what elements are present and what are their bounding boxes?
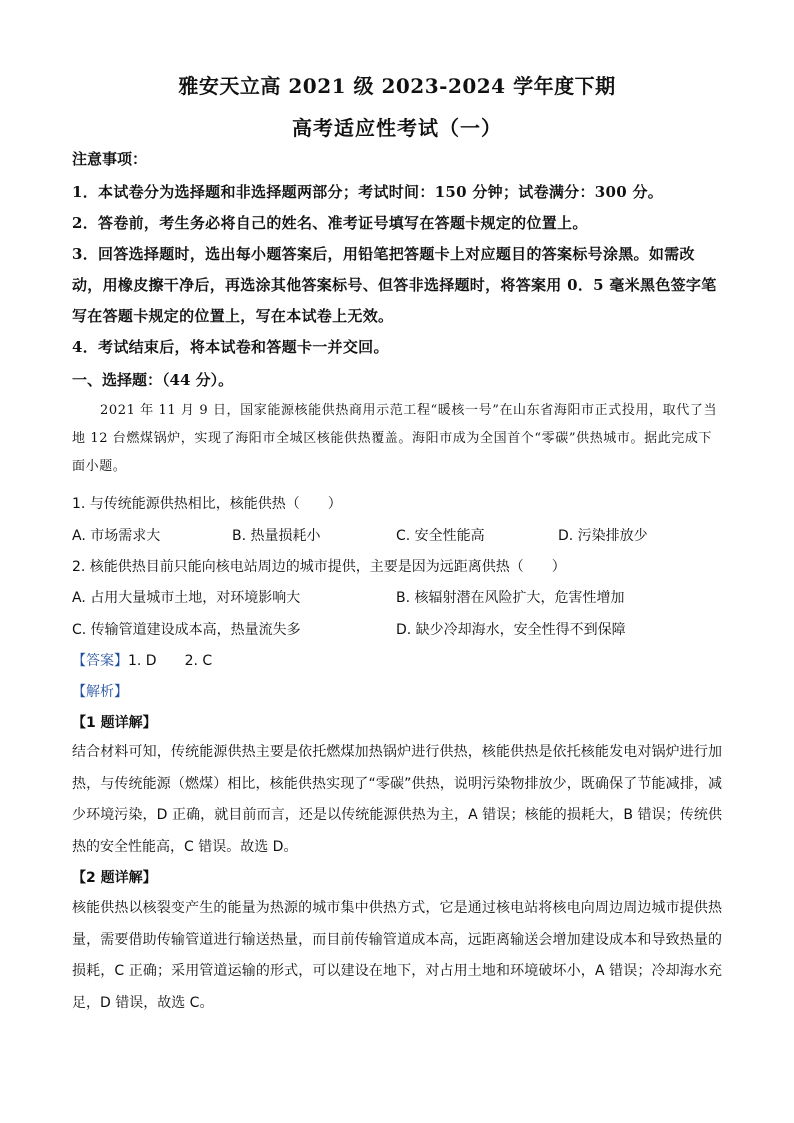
option-a: A. 占用大量城市土地，对环境影响大 [72,590,301,606]
answer-values: 1. D 2. C [128,653,213,669]
question-stem: 1. 与传统能源供热相比，核能供热（ ） [72,496,342,512]
exam-subtitle: 高考适应性考试（一） [292,116,502,140]
section-heading: 一、选择题：（44 分）。 [72,371,234,389]
reading-passage: 2021 年 11 月 9 日，国家能源核能供热商用示范工程“暖核一号”在山东省海阳市正式投用，取代了当地 12 台燃煤锅炉，实现了海阳市全城区核能供热覆盖。海阳市成为全国首个“零碳”供热城市。据此完成下面小题。 [72,403,718,474]
notice-item: 4．考试结束后，将本试卷和答题卡一并交回。 [72,338,389,356]
option-a: A. 市场需求大 [72,528,161,544]
q1-analysis-heading: 【1 题详解】 [72,715,157,731]
option-c: C. 传输管道建设成本高，热量流失多 [72,622,301,638]
notice-item: 1．本试卷分为选择题和非选择题两部分；考试时间：150 分钟；试卷满分：300 分。 [72,183,664,201]
option-c: C. 安全性能高 [396,528,485,544]
option-d: D. 污染排放少 [558,528,648,544]
q2-analysis-text: 核能供热以核裂变产生的能量为热源的城市集中供热方式，它是通过核电站将核电向周边周边城市提供热量，需要借助传输管道进行输送热量，而目前传输管道成本高，远距离输送会增加建设成本和导致热量的损耗，C 正确；采用管道运输的形式，可以建设在地下，对占用土地和环境破坏小，A 错误；冷却海水充足，D 错误，故选 C。 [72,900,722,1011]
analysis-tag: 【解析】 [72,684,128,700]
notice-item: 3．回答选择题时，选出每小题答案后，用铅笔把答题卡上对应题目的答案标号涂黑。如需改动，用橡皮擦干净后，再选涂其他答案标号、但答非选择题时，将答案用 0．5 毫米黑色签字笔写在答题卡规定的位置上，写在本试卷上无效。 [72,245,717,325]
answer-tag: 【答案】 [72,653,128,669]
option-b: B. 热量损耗小 [232,528,321,544]
notice-item: 2．答卷前，考生务必将自己的姓名、准考证号填写在答题卡规定的位置上。 [72,214,588,232]
answer-line [72,650,212,670]
notice-heading: 注意事项： [72,150,148,168]
option-b: B. 核辐射潜在风险扩大，危害性增加 [396,590,625,606]
option-d: D. 缺少冷却海水，安全性得不到保障 [396,622,626,638]
q1-analysis-text: 结合材料可知，传统能源供热主要是依托燃煤加热锅炉进行供热，核能供热是依托核能发电对锅炉进行加热，与传统能源（燃煤）相比，核能供热实现了“零碳”供热，说明污染物排放少，既确保了节能减排，减少环境污染，D 正确，就目前而言，还是以传统能源供热为主，A 错误；核能的损耗大，B 错误；传统供热的安全性能高，C 错误。故选 D。 [72,744,722,855]
question-stem: 2. 核能供热目前只能向核电站周边的城市提供，主要是因为远距离供热（ ） [72,559,566,575]
exam-title: 雅安天立高 2021 级 2023-2024 学年度下期 [178,74,616,98]
q2-analysis-heading: 【2 题详解】 [72,870,157,886]
